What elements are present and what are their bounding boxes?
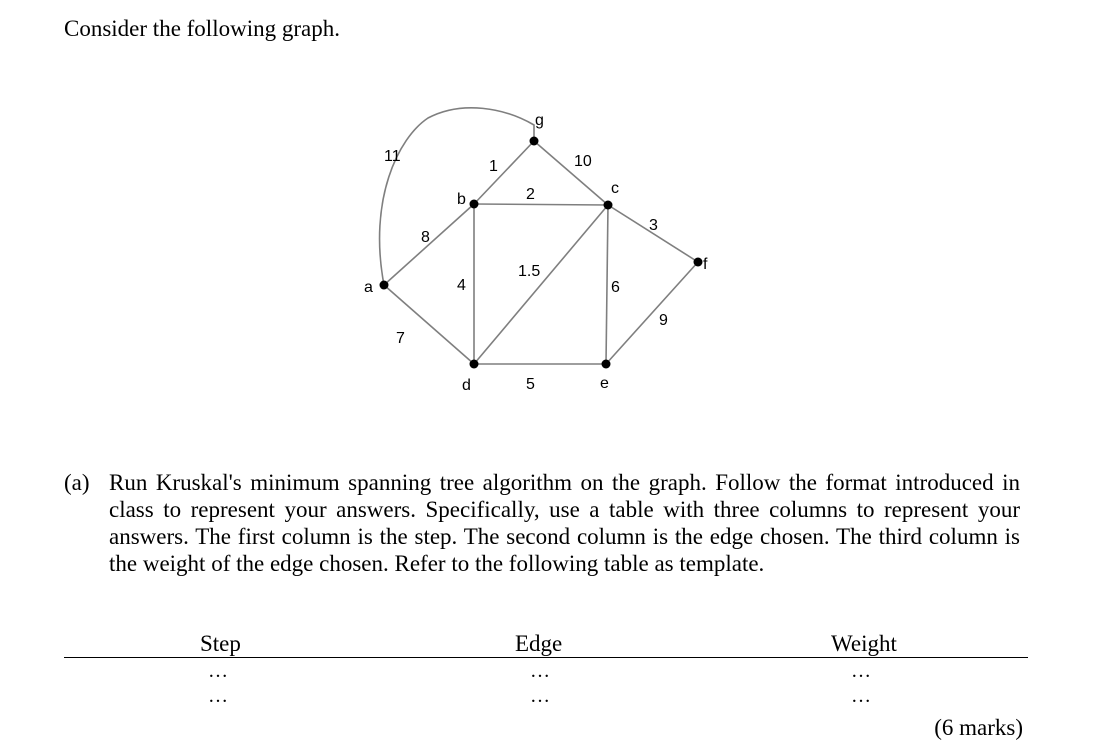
node-e xyxy=(602,360,611,369)
cell-weight: … xyxy=(851,685,871,707)
node-a xyxy=(380,281,389,290)
weight-label-f-e: 9 xyxy=(659,312,668,329)
edge-b-c xyxy=(474,204,608,205)
header-edge: Edge xyxy=(515,631,563,656)
node-label-c: c xyxy=(611,180,619,197)
marks-label: (6 marks) xyxy=(934,715,1023,740)
header-step: Step xyxy=(200,631,241,656)
node-c xyxy=(604,201,613,210)
edge-c-e xyxy=(606,205,608,364)
table-header xyxy=(64,630,1028,658)
weight-label-d-e: 5 xyxy=(526,376,535,393)
weight-label-g-c: 10 xyxy=(574,153,592,170)
weight-label-b-g: 1 xyxy=(489,158,498,175)
answer-template-table xyxy=(64,630,1028,708)
weight-label-a-d: 7 xyxy=(396,330,405,347)
edge-c-d xyxy=(474,205,608,364)
edge-f-e xyxy=(606,262,698,364)
edge-a-d xyxy=(384,285,474,364)
cell-weight: … xyxy=(851,660,871,682)
table-row xyxy=(64,683,1028,708)
weight-label-b-c: 2 xyxy=(526,186,535,203)
node-label-a: a xyxy=(364,279,373,296)
table-row xyxy=(64,658,1028,683)
cell-step: … xyxy=(208,660,228,682)
node-f xyxy=(694,258,703,267)
cell-edge: … xyxy=(530,685,550,707)
node-label-d: d xyxy=(462,377,471,394)
weight-label-b-d: 4 xyxy=(457,277,466,294)
node-d xyxy=(470,360,479,369)
edge-b-g xyxy=(474,141,534,204)
node-b xyxy=(470,200,479,209)
node-label-f: f xyxy=(703,256,708,273)
node-label-e: e xyxy=(600,375,609,392)
question-label: (a) xyxy=(64,470,90,495)
cell-edge: … xyxy=(530,660,550,682)
node-label-g: g xyxy=(535,112,544,129)
header-weight: Weight xyxy=(831,631,897,656)
weight-label-a-g: 11 xyxy=(384,148,401,165)
weight-label-c-f: 3 xyxy=(649,217,658,234)
intro-text: Consider the following graph. xyxy=(64,16,340,41)
weight-label-a-b: 8 xyxy=(421,229,430,246)
question-a xyxy=(64,469,1020,577)
edge-g-c xyxy=(534,141,608,205)
weight-label-c-d: 1.5 xyxy=(518,263,541,280)
weight-label-c-e: 6 xyxy=(611,279,620,296)
cell-step: … xyxy=(208,685,228,707)
question-text: Run Kruskal's minimum spanning tree algorithm on the graph. Follow the format introduced in class to represent your answers. Specifically, use a table with three columns to represent your answers. The first column is the step. The second column is the edge chosen. The third column is the weight of the edge chosen. Refer to the following table as template. xyxy=(109,470,1020,576)
node-g xyxy=(530,137,539,146)
node-label-b: b xyxy=(457,191,466,208)
